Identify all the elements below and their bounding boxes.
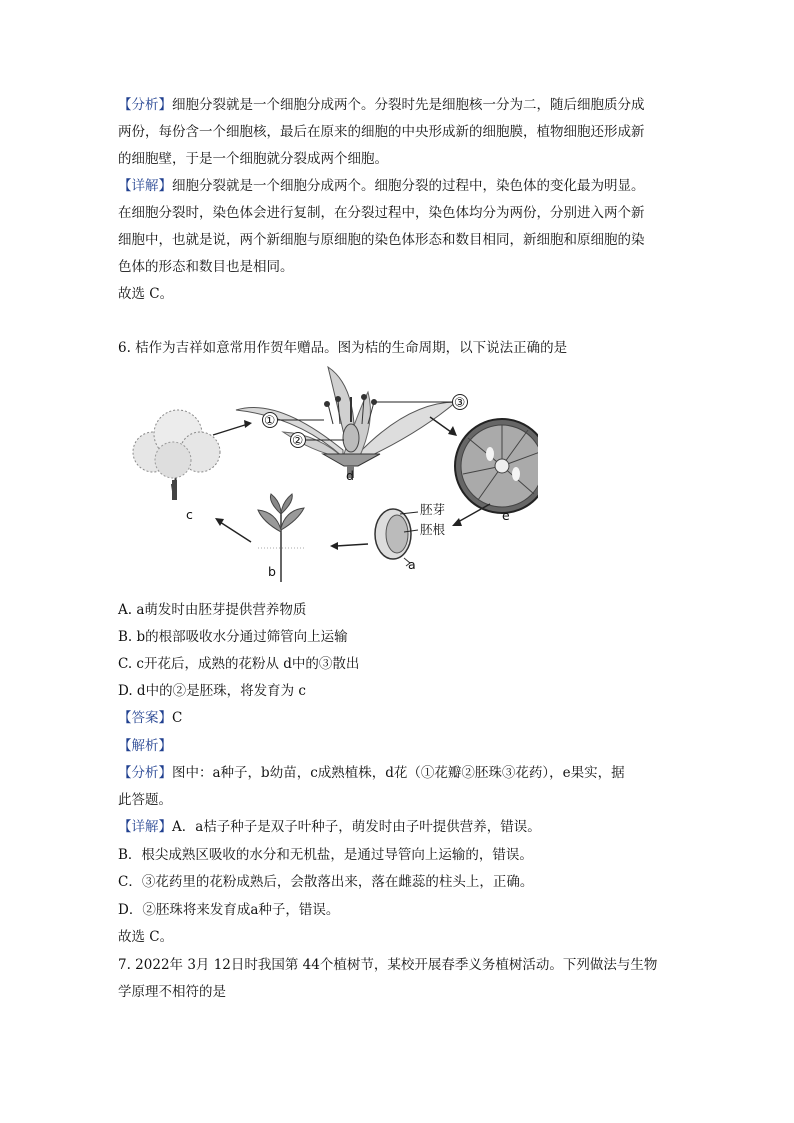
- q6-detail-line-3: C．③花药里的花粉成熟后，会散落出来，落在雌蕊的柱头上，正确。: [118, 874, 534, 890]
- analysis-tag: 【分析】: [118, 765, 172, 781]
- q5-analysis-line-3: 的细胞壁，于是一个细胞就分裂成两个细胞。: [118, 151, 388, 167]
- q6-detail-line-1: [118, 817, 541, 837]
- q5-analysis-line-2: 两份，每份含一个细胞核，最后在原来的细胞的中央形成新的细胞膜，植物细胞还形成新: [118, 124, 645, 140]
- answer-value: C: [172, 710, 183, 726]
- arrow-e-to-a: [458, 504, 490, 522]
- analysis-text: 细胞分裂就是一个细胞分成两个。分裂时先是细胞核一分为二，随后细胞质分成: [172, 97, 645, 113]
- label-e: e: [502, 508, 510, 523]
- q6-analysis-line-2: 此答题。: [118, 792, 172, 808]
- q6-stem: 6. 桔作为吉祥如意常用作贺年赠品。图为桔的生命周期，以下说法正确的是: [118, 340, 568, 356]
- arrow-d-to-e: [430, 417, 451, 432]
- mature-plant-c: [133, 410, 220, 500]
- q6-answer-line: [118, 708, 182, 728]
- answer-tag: 【答案】: [118, 710, 172, 726]
- label-d: d: [346, 468, 354, 483]
- q5-detail-line-1: [118, 176, 645, 196]
- label-1: ①: [264, 412, 276, 428]
- arrow-c-to-d: [213, 424, 248, 435]
- detail-text: 细胞分裂就是一个细胞分成两个。细胞分裂的过程中，染色体的变化最为明显。: [172, 178, 645, 194]
- q7-stem-line-2: 学原理不相符的是: [118, 984, 226, 1000]
- label-radicle: 胚根: [420, 522, 446, 537]
- seedling-b: [258, 494, 304, 582]
- fruit-e: [455, 419, 538, 513]
- option-d: D. d中的②是胚珠，将发育为 c: [118, 683, 306, 699]
- label-3: ③: [454, 394, 466, 410]
- detail-tag: 【详解】: [118, 178, 172, 194]
- option-c: C. c开花后，成熟的花粉从 d中的③散出: [118, 656, 360, 672]
- analysis-text: 图中：a种子，b幼苗，c成熟植株，d花（①花瓣②胚珠③花药），e果实，据: [172, 765, 625, 781]
- q6-analysis-line-1: [118, 763, 625, 783]
- detail-text: A．a桔子种子是双子叶种子，萌发时由子叶提供营养，错误。: [172, 819, 541, 835]
- label-plumule: 胚芽: [420, 502, 446, 517]
- seed-a: [375, 509, 411, 566]
- orange-life-cycle-figure: [118, 362, 538, 584]
- q6-detail-line-4: D．②胚珠将来发育成a种子，错误。: [118, 902, 340, 918]
- q5-detail-line-2: 在细胞分裂时，染色体会进行复制，在分裂过程中，染色体均分为两份，分别进入两个新: [118, 205, 645, 221]
- option-a: A. a萌发时由胚芽提供营养物质: [118, 602, 307, 618]
- q5-conclusion: 故选 C。: [118, 286, 174, 302]
- q6-conclusion: 故选 C。: [118, 929, 174, 945]
- q5-analysis-line-1: [118, 95, 645, 115]
- label-2: ②: [292, 432, 304, 448]
- label-c: c: [186, 507, 193, 522]
- life-cycle-diagram: [118, 362, 538, 584]
- option-b: B. b的根部吸收水分通过筛管向上运输: [118, 629, 348, 645]
- jiexi-tag: 【解析】: [118, 738, 172, 754]
- label-b: b: [268, 564, 276, 579]
- analysis-tag: 【分析】: [118, 97, 172, 113]
- q5-detail-line-4: 色体的形态和数目也是相同。: [118, 259, 294, 275]
- arrow-b-to-c: [220, 522, 251, 542]
- detail-tag: 【详解】: [118, 819, 172, 835]
- arrow-a-to-b: [336, 544, 368, 546]
- q5-detail-line-3: 细胞中，也就是说，两个新细胞与原细胞的染色体形态和数目相同，新细胞和原细胞的染: [118, 232, 645, 248]
- q7-stem-line-1: 7. 2022年 3月 12日时我国第 44个植树节，某校开展春季义务植树活动。下列做法与生物: [118, 957, 658, 973]
- q6-detail-line-2: B．根尖成熟区吸收的水分和无机盐，是通过导管向上运输的，错误。: [118, 847, 533, 863]
- label-a: a: [408, 557, 416, 572]
